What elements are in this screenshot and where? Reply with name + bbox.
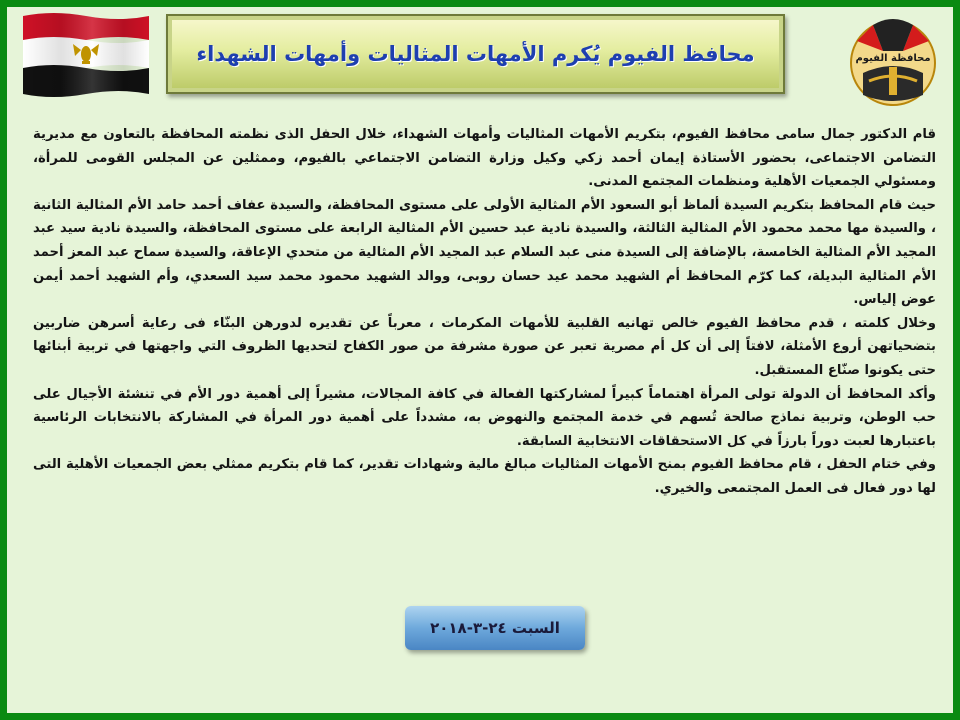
paragraph: حيث قام المحافظ بتكريم السيدة ألماظ أبو السعود الأم المثالية الأولى على مستوى المحافظة، والسيدة عفاف أحمد حامد الأم المثالية الثانية ، والسيدة مها محمد محمود الأم المثالية الثالثة، والسيدة نادية عبد حسين الأم المثالية الرابعة على مستوى المحافظة، والسيدة نادية سيد عبد المجيد الأم المثالية الخامسة، بالإضافة إلى السيدة منى عبد السلام عبد المجيد الأم المثالية من متحدي الإعاقة، والسيدة سماح عبد المعز أحمد الأم المثالية البديلة، كما كرّم المحافظ أم الشهيد محمد عيد حسان روبى، ووالد الشهيد محمود محمد سيد السعدي، وأم الشهيد أحمد أيمن عوض إلياس. bbox=[33, 197, 936, 308]
date-label: السبت ٢٤-٣-٢٠١٨ bbox=[430, 619, 560, 637]
paragraph: وخلال كلمته ، قدم محافظ الفيوم خالص تهانيه القلبية للأمهات المكرمات ، معرباً عن تقديره لدورهن البنّاء فى رعاية أسرهن ضاربين بتضحياتهن أروع الأمثلة، لافتاً إلى أن كل أم مصرية تعبر عن صورة مشرفة من صور الكفاح لتحديها الظروف التي واجهتها في تربية أبنائها حتى يكونوا صنّاع المستقبل. bbox=[33, 315, 936, 378]
logo-text: محافظة الفيوم bbox=[855, 53, 931, 64]
title-banner bbox=[166, 14, 785, 94]
slide bbox=[7, 7, 953, 713]
egypt-flag-icon bbox=[19, 10, 153, 102]
fayoum-governorate-logo bbox=[843, 11, 943, 111]
paragraph: وأكد المحافظ أن الدولة تولى المرأة اهتماماً كبيراً لمشاركتها الفعالة في كافة المجالات، مشيراً إلى أهمية دور الأم في تنشئة الأجيال على حب الوطن، وتربية نماذج صالحة تُسهم في خدمة المجتمع والنهوض به، مشدداً على أهمية دور المرأة في المشاركة بالانتخابات الرئاسية باعتبارها لعبت دوراً بارزاً في كل الاستحقاقات الانتخابية السابقة. bbox=[33, 386, 936, 449]
page-title: محافظ الفيوم يُكرم الأمهات المثاليات وأمهات الشهداء bbox=[196, 42, 755, 66]
paragraph: قام الدكتور جمال سامى محافظ الفيوم، بتكريم الأمهات المثاليات وأمهات الشهداء، خلال الحفل الذى نظمته المحافظة بالتعاون مع مديرية التضامن الاجتماعى، بحضور الأستاذة إيمان أحمد زكي وكيل وزارة التضامن الاجتماعي بالفيوم، وممثلين عن المجلس القومى للمرأة، ومسئولي الجمعيات الأهلية ومنظمات المجتمع المدنى. bbox=[33, 127, 936, 190]
article-body bbox=[33, 123, 936, 501]
date-badge bbox=[405, 606, 585, 650]
paragraph: وفي ختام الحفل ، قام محافظ الفيوم بمنح الأمهات المثاليات مبالغ مالية وشهادات تقدير، كما قام بتكريم ممثلي بعض الجمعيات الأهلية التى لها دور فعال فى العمل المجتمعى والخيري. bbox=[33, 457, 936, 496]
